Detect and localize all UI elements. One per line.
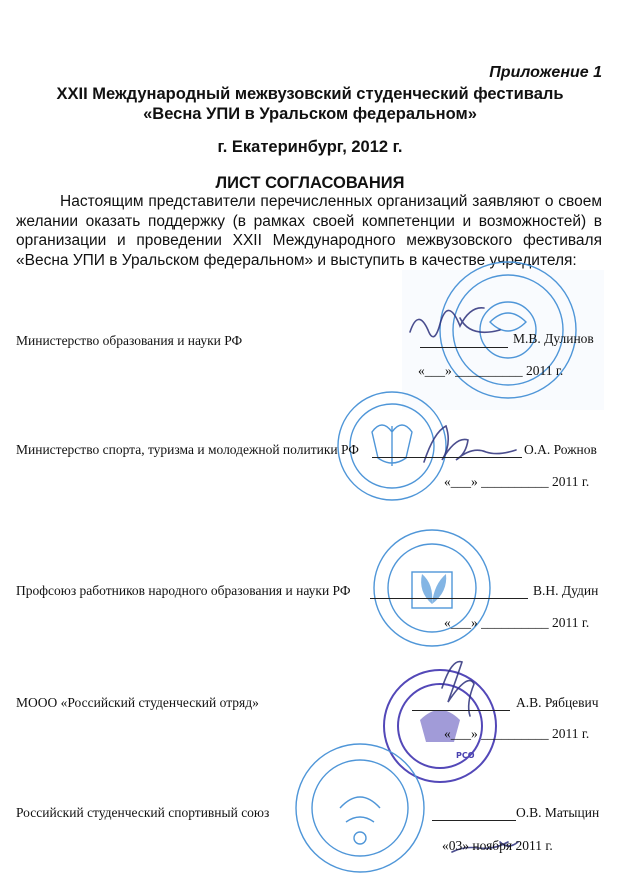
signature-line-4 <box>412 709 510 711</box>
signatory-5-name: О.В. Матыцин <box>516 805 600 820</box>
signatory-2-date: «___» __________ 2011 г. <box>444 474 590 489</box>
signature-line-5 <box>432 819 516 821</box>
svg-text:РСО: РСО <box>456 751 475 760</box>
signatory-4-name: А.В. Рябцевич <box>516 695 599 710</box>
signatory-2-name: О.А. Рожнов <box>524 442 597 457</box>
appendix-label: Приложение 1 <box>489 64 602 81</box>
signatory-5-org: Российский студенческий спортивный союз <box>16 805 270 820</box>
document-title: ЛИСТ СОГЛАСОВАНИЯ <box>215 174 405 192</box>
signatory-4-date: «___» __________ 2011 г. <box>444 726 590 741</box>
signatory-2-org: Министерство спорта, туризма и молодежной политики РФ <box>16 442 359 457</box>
signatory-3-org: Профсоюз работников народного образования и науки РФ <box>16 583 351 598</box>
sports-union-stamp <box>296 744 424 872</box>
intro-paragraph: Настоящим представители перечисленных организаций заявляют о своем желании оказать поддержку (в рамках своей компетенции и возможностей) в организации и проведении XXII Международного межвузовского фестиваля «Весна УПИ в Уральском федеральном» и выступить в качестве учредителя: <box>16 193 602 269</box>
festival-title-line1: XXII Международный межвузовский студенческий фестиваль <box>56 85 564 103</box>
signature-line-1 <box>420 346 508 348</box>
signatory-5-date: «03» ноября 2011 г. <box>442 838 553 853</box>
signatory-1-org: Министерство образования и науки РФ <box>16 333 243 348</box>
festival-title-line2: «Весна УПИ в Уральском федеральном» <box>143 105 477 123</box>
signature-line-2 <box>372 456 522 458</box>
signatory-3-name: В.Н. Дудин <box>533 583 599 598</box>
city-year: г. Екатеринбург, 2012 г. <box>217 138 403 156</box>
signatory-1-date: «___» __________ 2011 г. <box>418 363 564 378</box>
signature-line-3 <box>370 597 528 599</box>
signatory-3-date: «___» __________ 2011 г. <box>444 615 590 630</box>
signatory-1-name: М.В. Дулинов <box>513 331 594 346</box>
signatory-4-org: МООО «Российский студенческий отряд» <box>16 695 259 710</box>
